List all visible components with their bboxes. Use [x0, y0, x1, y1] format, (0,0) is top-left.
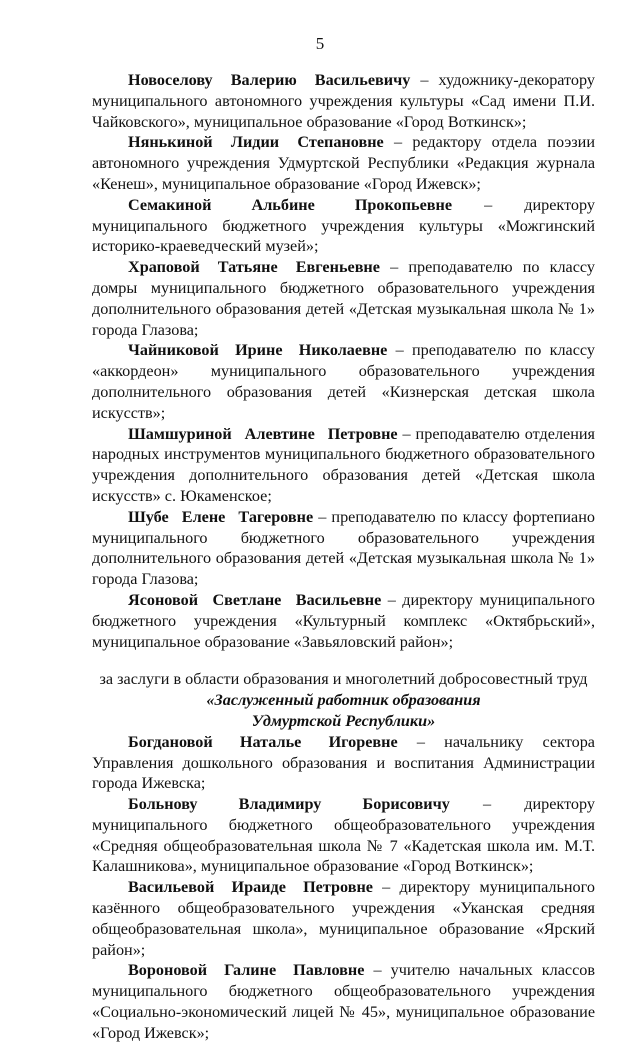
recipient-name: Храповой Татьяне Евгеньевне	[128, 258, 380, 277]
page-number: 5	[315, 34, 325, 53]
recipient-name: Шамшуриной Алевтине Петровне	[128, 424, 398, 443]
recipient-description: – учителю начальных классов муниципального бюджетного общеобразовательного учреждения «Социально-экономический лицей № 45», муниципальное образование «Город Ижевск»;	[92, 961, 596, 1042]
award-entry	[92, 70, 595, 132]
award-entry	[92, 340, 595, 423]
recipient-name: Богдановой Наталье Игоревне	[128, 732, 398, 751]
recipient-description: – преподавателю по классу домры муниципального бюджетного образовательного учреждения дополнительного образования детей «Детская музыкальная школа № 1» города Глазова;	[92, 258, 595, 339]
recipient-description: – директору муниципального бюджетного учреждения «Культурный комплекс «Октябрьский», муниципальное образование «Завьяловский район»;	[92, 590, 595, 651]
recipient-description: – директору муниципального бюджетного учреждения культуры «Можгинский историко-краеведческий музей»;	[92, 195, 595, 256]
award-entry	[92, 424, 595, 507]
award-title-line-1: «Заслуженный работник образования	[206, 691, 481, 710]
award-section-header	[92, 669, 595, 731]
recipient-name: Ясоновой Светлане Васильевне	[128, 590, 382, 609]
award-entry	[92, 732, 595, 794]
award-entry	[92, 257, 595, 340]
recipient-description: – директору муниципального бюджетного общеобразовательного учреждения «Средняя общеобразовательная школа № 7 «Кадетская школа им. М.Т. Калашникова», муниципальное образование «Город Воткинск»;	[92, 795, 595, 876]
recipient-name: Шубе Елене Тагеровне	[128, 507, 314, 526]
award-entry	[92, 960, 595, 1043]
award-entry	[92, 132, 595, 194]
recipient-description: – директору муниципального казённого общеобразовательного учреждения «Уканская средняя общеобразовательная школа», муниципальное образование «Ярский район»;	[92, 878, 595, 959]
document-body	[92, 70, 595, 1044]
award-entry	[92, 507, 595, 590]
award-entry	[92, 590, 595, 652]
award-section-intro: за заслуги в области образования и многолетний добросовестный труд	[99, 670, 588, 689]
recipient-name: Семакиной Альбине Прокопьевне	[128, 195, 453, 214]
award-entry	[92, 877, 595, 960]
recipient-name: Больнову Владимиру Борисовичу	[128, 795, 450, 814]
recipient-description: – преподавателю по классу фортепиано муниципального бюджетного образовательного учреждения дополнительного образования детей «Детская музыкальная школа № 1» города Глазова;	[92, 507, 595, 589]
recipient-name: Васильевой Ираиде Петровне	[128, 878, 373, 897]
recipient-description: – редактору отдела поэзии автономного учреждения Удмуртской Республики «Редакция журнала «Кенеш», муниципальное образование «Город Ижевск»;	[92, 133, 595, 193]
recipient-description: – преподавателю отделения народных инструментов муниципального бюджетного образовательного учреждения дополнительного образования детей «Детская школа искусств» с. Юкаменское;	[92, 424, 595, 505]
recipient-name: Новоселову Валерию Васильевичу	[128, 71, 411, 89]
recipient-name: Вороновой Галине Павловне	[128, 961, 365, 980]
award-title-line-2: Удмуртской Республики»	[251, 711, 436, 730]
recipient-name: Чайниковой Ирине Николаевне	[128, 341, 388, 360]
recipient-description: – преподавателю по классу «аккордеон» муниципального образовательного учреждения дополнительного образования детей «Кизнерская детская школа искусств»;	[92, 341, 595, 422]
award-entry	[92, 195, 595, 257]
recipient-name: Нянькиной Лидии Степановне	[128, 133, 384, 152]
award-entry	[92, 794, 595, 877]
recipient-description: – художнику-декоратору муниципального автономного учреждения культуры «Сад имени П.И. Чайковского», муниципальное образование «Город Воткинск»;	[92, 71, 595, 131]
recipient-description: – начальнику сектора Управления дошкольного образования и воспитания Администрации города Ижевска;	[92, 732, 595, 793]
